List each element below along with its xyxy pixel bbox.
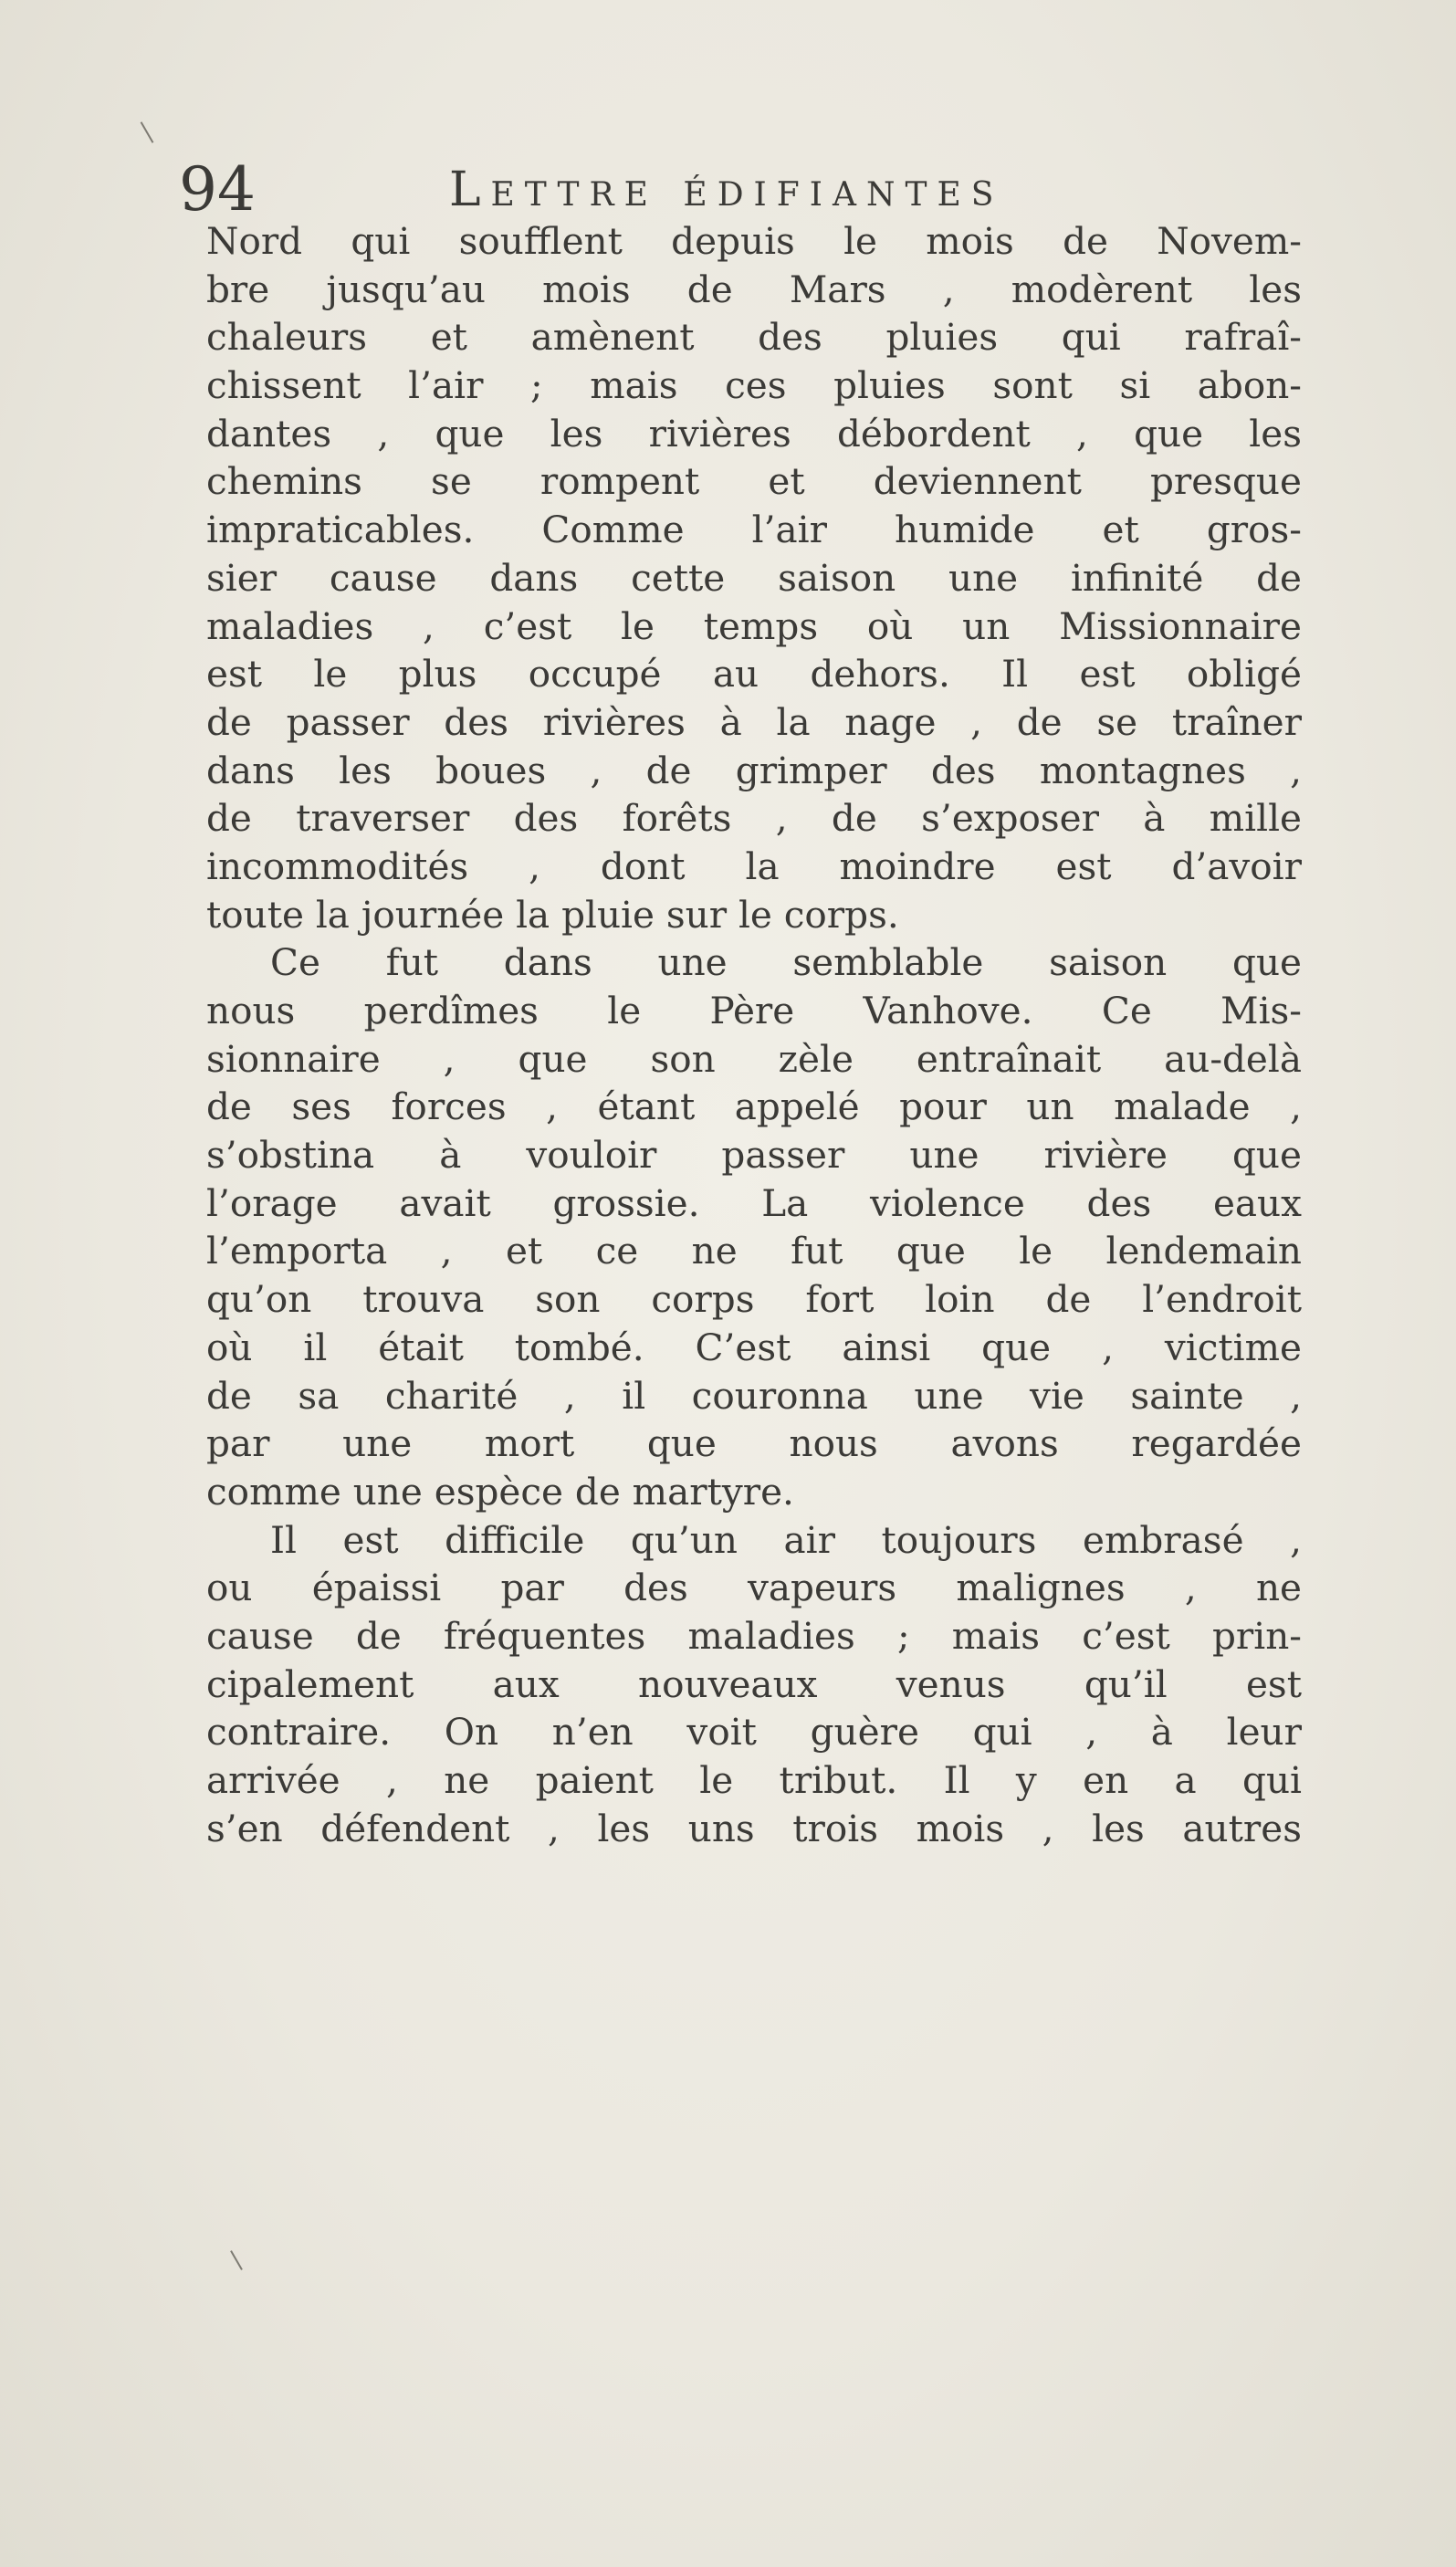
stray-mark-top [141,121,154,143]
text-line: sionnaire , que son zèle entraînait au-delà [206,1036,1302,1081]
text-line: est le plus occupé au dehors. Il est obligé [206,652,1302,697]
text-line: où il était tombé. C’est ainsi que , victime [206,1325,1302,1369]
text-line: maladies , c’est le temps où un Missionnaire [206,603,1302,648]
text-line: cipalement aux nouveaux venus qu’il est [206,1661,1302,1706]
page-header [179,153,1274,226]
text-line: qu’on trouva son corps fort loin de l’endroit [206,1277,1302,1322]
text-line: Nord qui soufflent depuis le mois de Novem- [206,219,1302,263]
page-number: 94 [179,154,256,225]
text-line: contraire. On n’en voit guère qui , à leur [206,1710,1302,1755]
text-line: ou épaissi par des vapeurs malignes , ne [206,1566,1302,1610]
text-line: comme une espèce de martyre. [206,1469,794,1514]
text-line: sier cause dans cette saison une infinité de [206,555,1302,600]
stray-mark-bottom [230,2250,243,2270]
text-line: chemins se rompent et deviennent presque [206,459,1302,504]
text-line: toute la journée la pluie sur le corps. [206,892,899,937]
text-line: Il est difficile qu’un air toujours embrasé , [270,1517,1302,1562]
text-line: chissent l’air ; mais ces pluies sont si abon- [206,363,1302,408]
text-line: bre jusqu’au mois de Mars , modèrent les [206,267,1302,311]
text-line: incommodités , dont la moindre est d’avoir [206,843,1302,888]
text-line: nous perdîmes le Père Vanhove. Ce Mis- [206,989,1302,1032]
text-line: dans les boues , de grimper des montagnes , [206,748,1302,792]
text-line: chaleurs et amènent des pluies qui rafraî- [206,315,1302,360]
text-line: s’obstina à vouloir passer une rivière que [206,1133,1302,1178]
running-title: Lettre édifiantes [449,162,1004,217]
text-line: Ce fut dans une semblable saison que [270,940,1302,985]
text-line: de traverser des forêts , de s’exposer à mille [206,796,1302,841]
text-line: l’emporta , et ce ne fut que le lendemain [206,1229,1302,1273]
text-line: de passer des rivières à la nage , de se traîner [206,699,1302,744]
text-line: par une mort que nous avons regardée [206,1421,1302,1466]
text-line: l’orage avait grossie. La violence des eaux [206,1180,1302,1225]
text-line: de ses forces , étant appelé pour un malade , [206,1084,1302,1129]
text-line: de sa charité , il couronna une vie sainte , [206,1373,1302,1418]
body-text [206,217,1302,1852]
text-line: s’en défendent , les uns trois mois , les autres [206,1806,1302,1850]
text-line: dantes , que les rivières débordent , que les [206,411,1302,456]
text-line: impraticables. Comme l’air humide et gros- [206,508,1302,552]
text-line: arrivée , ne paient le tribut. Il y en a qui [206,1758,1302,1802]
text-line: cause de fréquentes maladies ; mais c’est prin- [206,1613,1302,1658]
